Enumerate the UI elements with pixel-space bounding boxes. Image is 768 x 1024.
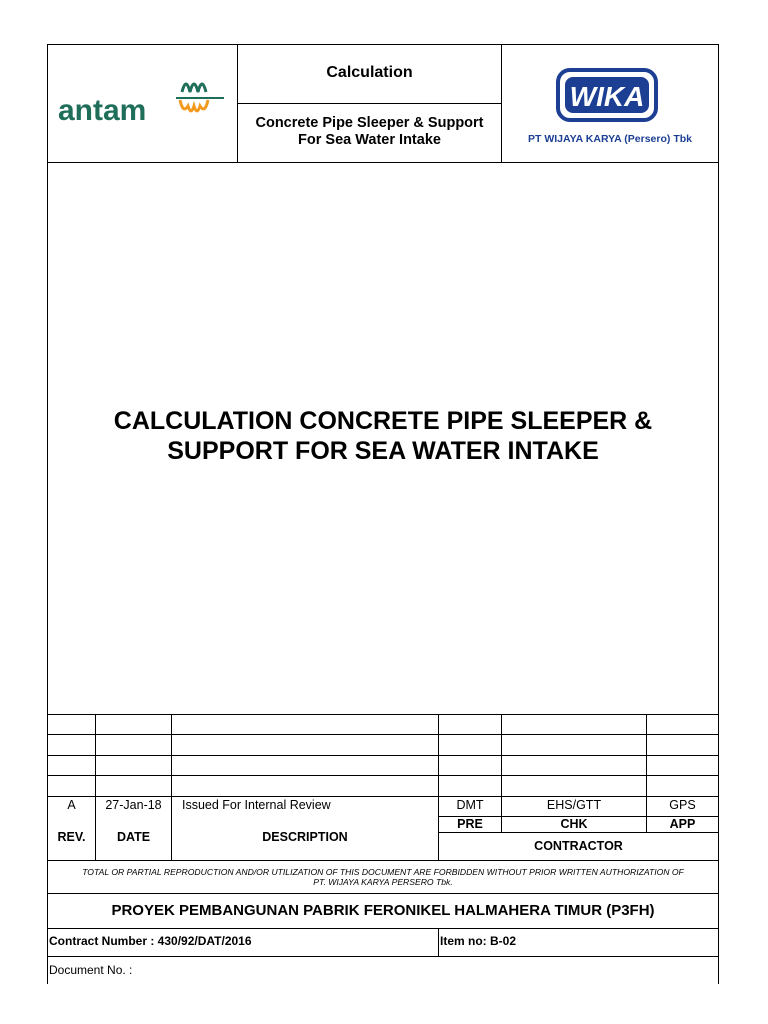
project-bottom-rule bbox=[47, 928, 719, 929]
chk-header: CHK bbox=[560, 817, 588, 831]
contractor-name: PT WIJAYA KARYA (Persero) Tbk bbox=[528, 133, 692, 145]
date-cell: 27-Jan-18 bbox=[105, 798, 162, 812]
rev-table-rule bbox=[47, 734, 719, 735]
wika-logo bbox=[556, 68, 660, 122]
frame-top-border bbox=[47, 44, 719, 45]
contractor-header: CONTRACTOR bbox=[534, 839, 623, 853]
rev-table-col bbox=[501, 714, 502, 832]
rev-header: REV. bbox=[57, 830, 86, 844]
doc-subject-line2: For Sea Water Intake bbox=[298, 132, 441, 148]
disclaimer-bottom-rule bbox=[47, 893, 719, 894]
rev-cell: A bbox=[67, 798, 76, 812]
contract-number: Contract Number : 430/92/DAT/2016 bbox=[49, 934, 252, 948]
chk-cell: EHS/GTT bbox=[546, 798, 602, 812]
doc-subject-line1: Concrete Pipe Sleeper & Support bbox=[255, 115, 484, 131]
project-name: PROYEK PEMBANGUNAN PABRIK FERONIKEL HALMAHERA TIMUR (P3FH) bbox=[111, 902, 655, 919]
antam-logo bbox=[56, 70, 226, 130]
rev-table-rule bbox=[47, 775, 719, 776]
main-title-line2: SUPPORT FOR SEA WATER INTAKE bbox=[167, 437, 599, 465]
contract-item-divider bbox=[438, 928, 439, 956]
main-title-line1: CALCULATION CONCRETE PIPE SLEEPER & bbox=[113, 407, 653, 435]
disclaimer-line2: PT. WIJAYA KARYA PERSERO Tbk. bbox=[313, 877, 453, 887]
disclaimer-line1: TOTAL OR PARTIAL REPRODUCTION AND/OR UTILIZATION OF THIS DOCUMENT ARE FORBIDDEN WITHOUT PRIOR WRITTEN AUTHORIZATION OF bbox=[82, 867, 684, 877]
document-number: Document No. : bbox=[49, 963, 133, 977]
header-mid-rule bbox=[237, 103, 502, 104]
doc-type-title: Calculation bbox=[326, 64, 413, 81]
antam-wordmark: antam bbox=[58, 94, 147, 127]
wika-wordmark: WIKA bbox=[569, 81, 645, 112]
antam-symbol-icon bbox=[176, 84, 224, 111]
rev-table-rule bbox=[47, 796, 719, 797]
pre-header: PRE bbox=[457, 817, 483, 831]
contract-bottom-rule bbox=[47, 956, 719, 957]
pre-cell: DMT bbox=[456, 798, 484, 812]
description-cell: Issued For Internal Review bbox=[182, 798, 331, 812]
date-header: DATE bbox=[116, 830, 151, 844]
frame-right-border bbox=[718, 44, 719, 984]
header-bottom-rule bbox=[47, 162, 719, 163]
rev-table-rule bbox=[47, 714, 719, 715]
rev-table-rule bbox=[47, 755, 719, 756]
description-header: DESCRIPTION bbox=[262, 830, 348, 844]
rev-table-rule bbox=[438, 832, 719, 833]
app-cell: GPS bbox=[669, 798, 696, 812]
app-header: APP bbox=[669, 817, 696, 831]
rev-table-col bbox=[646, 714, 647, 832]
rev-table-rule bbox=[47, 860, 719, 861]
item-number: Item no: B-02 bbox=[440, 934, 517, 948]
